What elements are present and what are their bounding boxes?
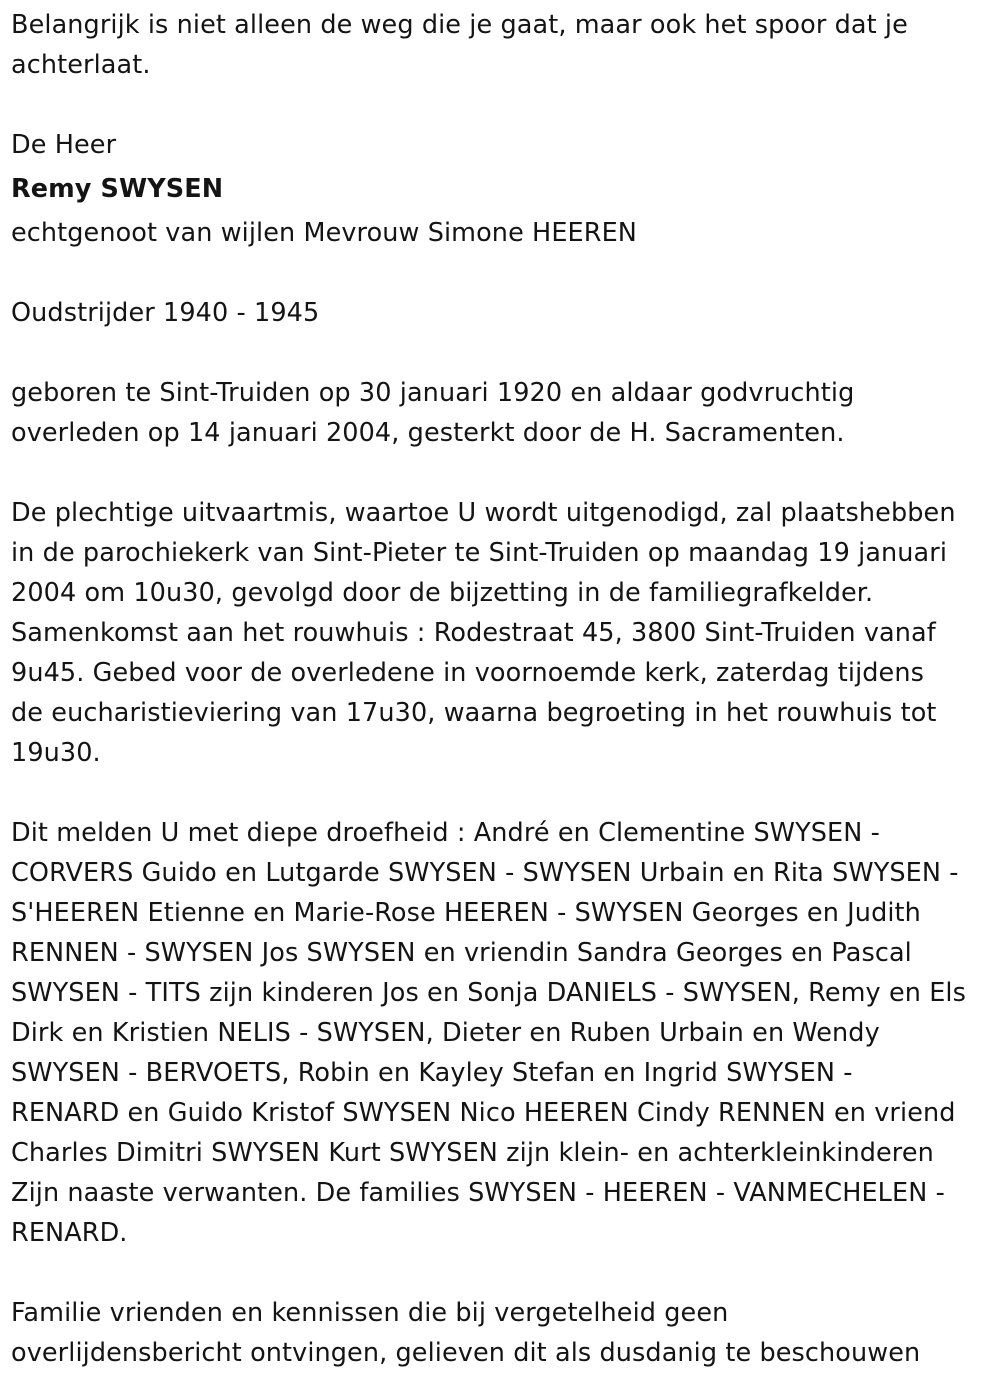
spacer <box>11 85 996 125</box>
obituary-document <box>11 5 996 1373</box>
spacer <box>11 333 996 373</box>
family-line: RENNEN - SWYSEN Jos SWYSEN en vriendin Sandra Georges en Pascal <box>11 938 912 968</box>
funeral-paragraph <box>11 493 996 773</box>
spacer <box>11 453 996 493</box>
family-line: Dirk en Kristien NELIS - SWYSEN, Dieter en Ruben Urbain en Wendy <box>11 1018 880 1048</box>
funeral-line: Samenkomst aan het rouwhuis : Rodestraat 45, 3800 Sint-Truiden vanaf <box>11 618 936 648</box>
family-line: Dit melden U met diepe droefheid : André en Clementine SWYSEN - <box>11 818 880 848</box>
funeral-line: De plechtige uitvaartmis, waartoe U wordt uitgenodigd, zal plaatshebben <box>11 498 956 528</box>
motto-line: achterlaat. <box>11 50 151 80</box>
family-line: CORVERS Guido en Lutgarde SWYSEN - SWYSEN Urbain en Rita SWYSEN - <box>11 858 959 888</box>
funeral-line: in de parochiekerk van Sint-Pieter te Sint-Truiden op maandag 19 januari <box>11 538 948 568</box>
birth-death-line: overleden op 14 januari 2004, gesterkt door de H. Sacramenten. <box>11 418 845 448</box>
family-line: RENARD. <box>11 1218 128 1248</box>
closing-line: overlijdensbericht ontvingen, gelieven dit als dusdanig te beschouwen <box>11 1338 921 1368</box>
spouse-line: echtgenoot van wijlen Mevrouw Simone HEEREN <box>11 218 637 248</box>
honorific-title: De Heer <box>11 130 117 160</box>
funeral-line: 19u30. <box>11 738 101 768</box>
family-line: SWYSEN - TITS zijn kinderen Jos en Sonja DANIELS - SWYSEN, Remy en Els <box>11 978 966 1008</box>
birth-death-line: geboren te Sint-Truiden op 30 januari 1920 en aldaar godvruchtig <box>11 378 855 408</box>
birth-death-paragraph <box>11 373 996 453</box>
spacer <box>11 773 996 813</box>
funeral-line: 2004 om 10u30, gevolgd door de bijzetting in de familiegrafkelder. <box>11 578 874 608</box>
closing-line: Familie vrienden en kennissen die bij vergetelheid geen <box>11 1298 729 1328</box>
family-line: RENARD en Guido Kristof SWYSEN Nico HEEREN Cindy RENNEN en vriend <box>11 1098 956 1128</box>
spacer <box>11 253 996 293</box>
deceased-name: Remy SWYSEN <box>11 174 224 204</box>
funeral-line: de eucharistieviering van 17u30, waarna begroeting in het rouwhuis tot <box>11 698 937 728</box>
family-line: SWYSEN - BERVOETS, Robin en Kayley Stefan en Ingrid SWYSEN - <box>11 1058 853 1088</box>
veteran-line: Oudstrijder 1940 - 1945 <box>11 298 320 328</box>
spacer <box>11 1253 996 1293</box>
family-paragraph <box>11 813 996 1253</box>
family-line: S'HEEREN Etienne en Marie-Rose HEEREN - SWYSEN Georges en Judith <box>11 898 921 928</box>
motto-paragraph <box>11 5 996 85</box>
closing-paragraph <box>11 1293 996 1373</box>
funeral-line: 9u45. Gebed voor de overledene in voornoemde kerk, zaterdag tijdens <box>11 658 924 688</box>
family-line: Zijn naaste verwanten. De families SWYSEN - HEEREN - VANMECHELEN - <box>11 1178 945 1208</box>
motto-line: Belangrijk is niet alleen de weg die je gaat, maar ook het spoor dat je <box>11 10 908 40</box>
family-line: Charles Dimitri SWYSEN Kurt SWYSEN zijn klein- en achterkleinkinderen <box>11 1138 934 1168</box>
